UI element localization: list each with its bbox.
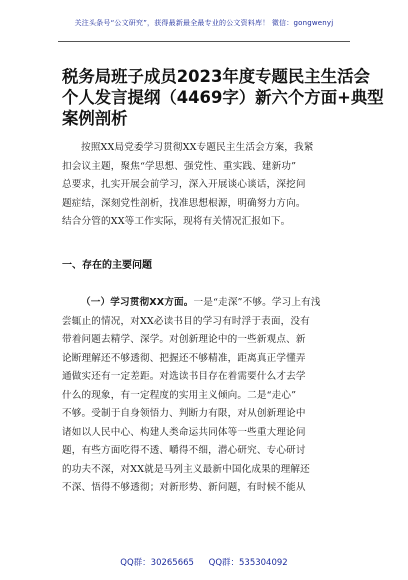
- body-line: 论断理解还不够透彻、把握还不够精准，距离真正学懂弄: [62, 352, 306, 364]
- title-line: 税务局班子成员2023年度专题民主生活会: [62, 67, 370, 86]
- intro-line: 扣会议主题，聚焦“学思想、强党性、重实践、建新功”: [62, 160, 297, 172]
- body-line: 不够。受制于自身领悟力、判断力有限，对从创新理论中: [62, 408, 306, 419]
- body-line: 题，有些方面吃得不透、嚼得不细，潜心研究、专心研讨: [62, 445, 306, 456]
- intro-line: 结合分管的XX等工作实际，现将有关情况汇报如下。: [62, 216, 291, 227]
- title-line: 个人发言提纲（4469字）新六个方面+典型: [62, 88, 384, 107]
- body-line: 什么的现象，有一定程度的实用主义倾向。二是“走心”: [62, 389, 297, 401]
- intro-line: 题症结，深刻党性剖析，找准思想根源，明确努力方向。: [62, 197, 306, 209]
- header-note: 关注头条号“公文研究”，获得最新最全最专业的公文资料库！ 微信：gongwenyj: [74, 19, 334, 27]
- subsection-first-text: 一是“走深”不够。学习上有浅: [193, 297, 321, 308]
- body-line: 不深、悟得不够透彻；对新形势、新问题，有时候不能从: [62, 482, 306, 493]
- header-divider: [58, 41, 350, 42]
- subsection-heading: （一）学习贯彻XX方面。: [81, 297, 194, 308]
- intro-line: 总要求，扎实开展会前学习，深入开展谈心谈话，深挖问: [62, 179, 306, 190]
- body-line: 诸如以人民中心、构建人类命运共同体等一些重大理论问: [62, 426, 306, 438]
- footer-qq-group-2: QQ群：535304092: [208, 558, 288, 568]
- body-line: 带着问题去精学、深学。对创新理论中的一些新观点、新: [62, 334, 306, 345]
- intro-line: 按照XX局党委学习贯彻XX专题民主生活会方案，我紧: [81, 142, 314, 153]
- body-line: 的功夫不深，对XX就是马列主义最新中国化成果的理解还: [62, 463, 310, 475]
- intro-paragraph: [62, 139, 352, 232]
- document-title: [62, 66, 384, 129]
- body-line: 通做实还有一定差距。对选读书目存在着需要什么才去学: [62, 371, 306, 382]
- footer-qq-group-1: QQ群：30265665: [120, 558, 194, 568]
- page-footer: [0, 556, 408, 568]
- subsection-paragraph: [62, 294, 352, 498]
- title-line: 案例剖析: [62, 109, 128, 128]
- section-heading: 一、存在的主要问题: [62, 260, 152, 271]
- body-line: 尝辄止的情况，对XX必读书目的学习有时浮于表面，没有: [62, 315, 310, 327]
- subsection-first-line: [62, 294, 352, 313]
